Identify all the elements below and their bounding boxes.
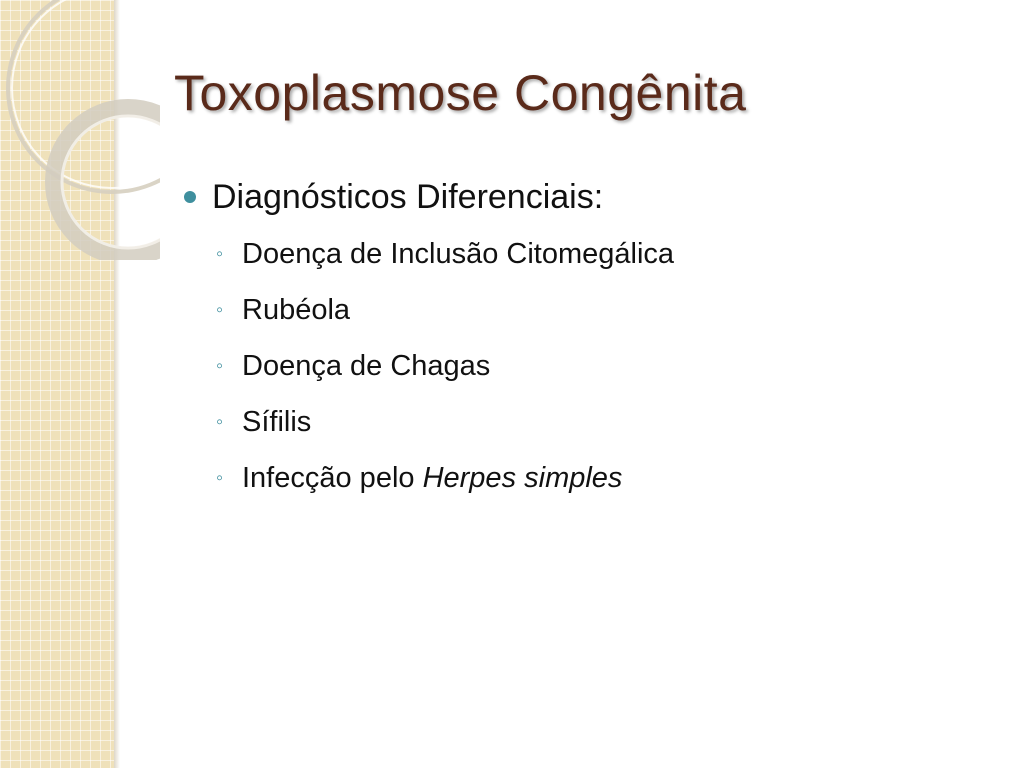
sub-bullet-list (184, 226, 984, 506)
bullet-level1 (184, 172, 984, 222)
sub-bullet-text-italic: Herpes simples (422, 461, 623, 494)
sub-bullet-text: Doença de Inclusão Citomegálica (242, 237, 675, 270)
sub-bullet-item (216, 282, 984, 338)
decorative-circles (0, 0, 160, 260)
hollow-circle-icon: ◦ (216, 411, 224, 433)
hollow-circle-icon: ◦ (216, 299, 224, 321)
sub-bullet-item (216, 450, 984, 506)
hollow-circle-icon: ◦ (216, 467, 224, 489)
sub-bullet-text: Sífilis (242, 405, 312, 438)
hollow-circle-icon: ◦ (216, 355, 224, 377)
sub-bullet-text: Doença de Chagas (242, 349, 491, 382)
sub-bullet-item (216, 226, 984, 282)
sub-bullet-item (216, 338, 984, 394)
sub-bullet-text (242, 462, 622, 495)
slide-content (184, 172, 984, 506)
sub-bullet-text-plain: Infecção pelo (242, 461, 423, 494)
slide-title: Toxoplasmose Congênita (174, 65, 747, 121)
sub-bullet-text: Rubéola (242, 293, 351, 326)
sub-bullet-item (216, 394, 984, 450)
bullet-level1-text: Diagnósticos Diferenciais: (212, 177, 604, 216)
filled-circle-icon (184, 191, 196, 203)
hollow-circle-icon: ◦ (216, 243, 224, 265)
